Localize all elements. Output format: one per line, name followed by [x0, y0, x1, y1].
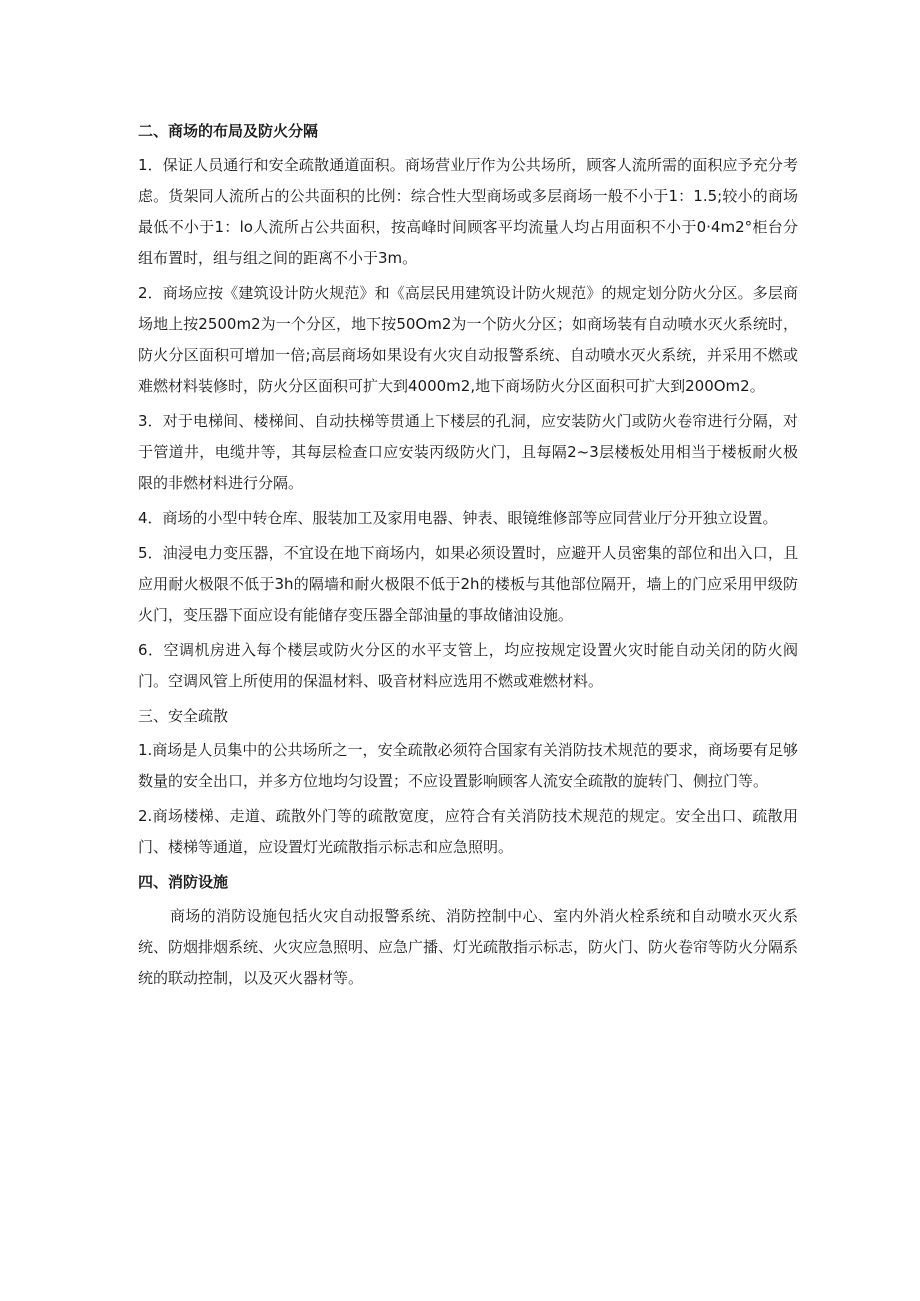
paragraph-facilities-1: 商场的消防设施包括火灾自动报警系统、消防控制中心、室内外消火栓系统和自动喷水灭火系统、防烟排烟系统、火灾应急照明、应急广播、灯光疏散指示标志，防火门、防火卷帘等防火分隔系统的联动控制，以及灭火器材等。: [138, 907, 799, 987]
document-page: [138, 116, 798, 998]
paragraph-layout-3: 3．对于电梯间、楼梯间、自动扶梯等贯通上下楼层的孔洞，应安装防火门或防火卷帘进行分隔，对于管道井，电缆井等，其每层检查口应安装丙级防火门，且每隔2~3层楼板处用相当于楼板耐火极限的非燃材料进行分隔。: [138, 412, 798, 492]
paragraph-evacuation-1: 1.商场是人员集中的公共场所之一，安全疏散必须符合国家有关消防技术规范的要求，商场要有足够数量的安全出口，并多方位地均匀设置；不应设置影响顾客人流安全疏散的旋转门、侧拉门等。: [138, 741, 798, 790]
paragraph-evacuation-2: 2.商场楼梯、走道、疏散外门等的疏散宽度，应符合有关消防技术规范的规定。安全出口、疏散用门、楼梯等通道，应设置灯光疏散指示标志和应急照明。: [138, 807, 798, 856]
section-heading-facilities: 四、消防设施: [138, 873, 229, 891]
paragraph-layout-1: 1．保证人员通行和安全疏散通道面积。商场营业厅作为公共场所，顾客人流所需的面积应予充分考虑。货架同人流所占的公共面积的比例：综合性大型商场或多层商场一般不小于1：1.5;较小的商场最低不小于1：lo人流所占公共面积，按高峰时间顾客平均流量人均占用面积不小于0·4m2°柜台分组布置时，组与组之间的距离不小于3m。: [138, 156, 798, 267]
paragraph-layout-6: 6．空调机房进入每个楼层或防火分区的水平支管上，均应按规定设置火灾时能自动关闭的防火阀门。空调风管上所使用的保温材料、吸音材料应选用不燃或难燃材料。: [138, 641, 798, 690]
paragraph-layout-5: 5．油浸电力变压器，不宜设在地下商场内，如果必须设置时，应避开人员密集的部位和出入口，且应用耐火极限不低于3h的隔墙和耐火极限不低于2h的楼板与其他部位隔开，墙上的门应采用甲级防火门，变压器下面应设有能储存变压器全部油量的事故储油设施。: [138, 544, 798, 624]
paragraph-layout-2: 2．商场应按《建筑设计防火规范》和《高层民用建筑设计防火规范》的规定划分防火分区。多层商场地上按2500m2为一个分区，地下按50Om2为一个防火分区；如商场装有自动喷水灭火系统时，防火分区面积可增加一倍;高层商场如果设有火灾自动报警系统、自动喷水灭火系统，并采用不燃或难燃材料装修时，防火分区面积可扩大到4000m2,地下商场防火分区面积可扩大到200Om2。: [138, 284, 798, 395]
section-heading-evacuation: 三、安全疏散: [138, 707, 229, 725]
paragraph-layout-4: 4．商场的小型中转仓库、服装加工及家用电器、钟表、眼镜维修部等应同营业厅分开独立设置。: [138, 509, 778, 527]
section-heading-layout: 二、商场的布局及防火分隔: [138, 122, 319, 140]
